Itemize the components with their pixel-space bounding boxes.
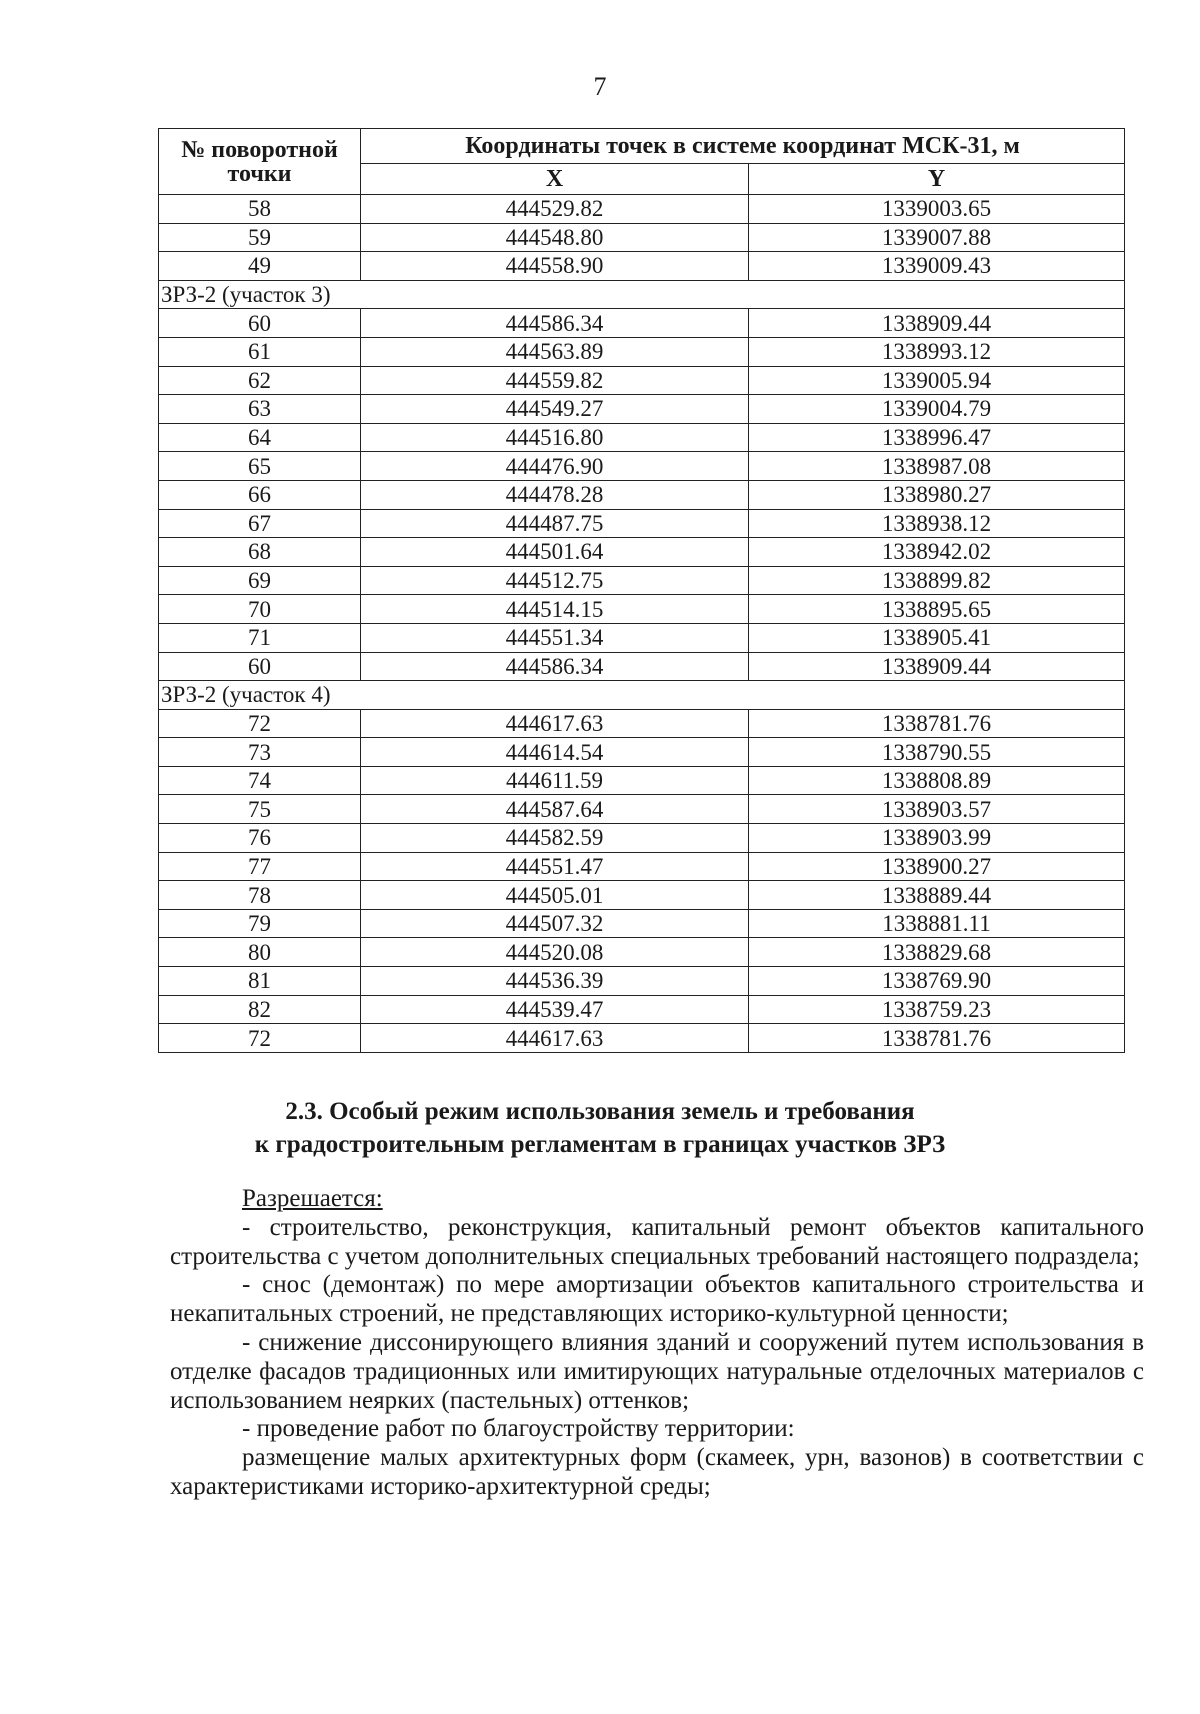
cell-y: 1338942.02 xyxy=(749,538,1125,567)
cell-point: 82 xyxy=(159,995,361,1024)
cell-y: 1338938.12 xyxy=(749,509,1125,538)
cell-x: 444611.59 xyxy=(361,766,749,795)
table-row xyxy=(159,538,1125,567)
cell-y: 1338993.12 xyxy=(749,337,1125,366)
cell-x: 444512.75 xyxy=(361,566,749,595)
cell-x: 444507.32 xyxy=(361,909,749,938)
cell-point: 66 xyxy=(159,480,361,509)
allowed-item: - снос (демонтаж) по мере амортизации объектов капитального строительства и некапитальных строений, не представляющих историко-культурной ценности; xyxy=(170,1271,1144,1328)
table-row xyxy=(159,938,1125,967)
table-row xyxy=(159,223,1125,252)
cell-y: 1338781.76 xyxy=(749,1024,1125,1053)
table-row xyxy=(159,480,1125,509)
section-label: ЗРЗ-2 (участок 4) xyxy=(159,681,1125,710)
cell-y: 1338903.57 xyxy=(749,795,1125,824)
cell-point: 72 xyxy=(159,709,361,738)
cell-x: 444539.47 xyxy=(361,995,749,1024)
cell-y: 1339005.94 xyxy=(749,366,1125,395)
cell-point: 62 xyxy=(159,366,361,395)
cell-x: 444614.54 xyxy=(361,738,749,767)
cell-y: 1338980.27 xyxy=(749,480,1125,509)
cell-point: 78 xyxy=(159,881,361,910)
cell-y: 1339004.79 xyxy=(749,395,1125,424)
cell-y: 1339009.43 xyxy=(749,252,1125,281)
cell-x: 444549.27 xyxy=(361,395,749,424)
table-row xyxy=(159,909,1125,938)
table-row xyxy=(159,423,1125,452)
cell-point: 77 xyxy=(159,852,361,881)
cell-point: 65 xyxy=(159,452,361,481)
table-row xyxy=(159,852,1125,881)
section-row xyxy=(159,280,1125,309)
allowed-item: размещение малых архитектурных форм (скамеек, урн, вазонов) в соответствии с характеристиками историко-архитектурной среды; xyxy=(170,1444,1144,1500)
cell-y: 1338808.89 xyxy=(749,766,1125,795)
cell-x: 444587.64 xyxy=(361,795,749,824)
cell-point: 80 xyxy=(159,938,361,967)
table-row xyxy=(159,195,1125,224)
section-heading-line-2: к градостроительным регламентам в границах участков ЗРЗ xyxy=(254,1131,946,1158)
cell-y: 1339003.65 xyxy=(749,195,1125,224)
cell-x: 444586.34 xyxy=(361,652,749,681)
coordinates-table xyxy=(158,128,1125,1053)
table-row xyxy=(159,252,1125,281)
cell-x: 444586.34 xyxy=(361,309,749,338)
table-row xyxy=(159,309,1125,338)
table-row xyxy=(159,881,1125,910)
table-row xyxy=(159,1024,1125,1053)
cell-y: 1338987.08 xyxy=(749,452,1125,481)
table-row xyxy=(159,366,1125,395)
table-row xyxy=(159,652,1125,681)
cell-x: 444617.63 xyxy=(361,1024,749,1053)
table-row xyxy=(159,995,1125,1024)
header-y: Y xyxy=(749,164,1125,195)
cell-x: 444505.01 xyxy=(361,881,749,910)
allowed-lead: Разрешается: xyxy=(242,1185,383,1212)
cell-x: 444514.15 xyxy=(361,595,749,624)
cell-point: 73 xyxy=(159,738,361,767)
cell-y: 1338889.44 xyxy=(749,881,1125,910)
cell-point: 79 xyxy=(159,909,361,938)
table-row xyxy=(159,509,1125,538)
header-point-number: № поворотной точки xyxy=(159,129,361,195)
cell-y: 1338769.90 xyxy=(749,967,1125,996)
header-x: X xyxy=(361,164,749,195)
allowed-item: - проведение работ по благоустройству территории: xyxy=(242,1415,795,1443)
cell-point: 61 xyxy=(159,337,361,366)
cell-y: 1338829.68 xyxy=(749,938,1125,967)
cell-point: 74 xyxy=(159,766,361,795)
cell-y: 1339007.88 xyxy=(749,223,1125,252)
table-row xyxy=(159,337,1125,366)
cell-y: 1338903.99 xyxy=(749,824,1125,853)
cell-y: 1338759.23 xyxy=(749,995,1125,1024)
cell-y: 1338909.44 xyxy=(749,309,1125,338)
cell-x: 444520.08 xyxy=(361,938,749,967)
cell-point: 60 xyxy=(159,652,361,681)
section-heading-line-1: 2.3. Особый режим использования земель и требования xyxy=(285,1098,915,1125)
cell-y: 1338996.47 xyxy=(749,423,1125,452)
table-row xyxy=(159,566,1125,595)
table-row xyxy=(159,766,1125,795)
cell-point: 68 xyxy=(159,538,361,567)
cell-y: 1338909.44 xyxy=(749,652,1125,681)
cell-x: 444551.34 xyxy=(361,623,749,652)
cell-point: 72 xyxy=(159,1024,361,1053)
section-body xyxy=(170,1185,1144,1502)
cell-y: 1338790.55 xyxy=(749,738,1125,767)
cell-x: 444558.90 xyxy=(361,252,749,281)
cell-x: 444501.64 xyxy=(361,538,749,567)
table-row xyxy=(159,709,1125,738)
cell-point: 63 xyxy=(159,395,361,424)
cell-x: 444487.75 xyxy=(361,509,749,538)
cell-y: 1338899.82 xyxy=(749,566,1125,595)
cell-x: 444563.89 xyxy=(361,337,749,366)
table-row xyxy=(159,452,1125,481)
cell-x: 444559.82 xyxy=(361,366,749,395)
table-row xyxy=(159,967,1125,996)
cell-point: 67 xyxy=(159,509,361,538)
coordinates-table-body xyxy=(159,195,1125,1053)
cell-point: 60 xyxy=(159,309,361,338)
allowed-item: - снижение диссонирующего влияния зданий и сооружений путем использования в отделке фасадов традиционных или имитирующих натуральные отделочных материалов с использованием неярких (пастельных) оттенков; xyxy=(170,1328,1144,1414)
table-row xyxy=(159,738,1125,767)
cell-x: 444617.63 xyxy=(361,709,749,738)
cell-y: 1338881.11 xyxy=(749,909,1125,938)
cell-y: 1338895.65 xyxy=(749,595,1125,624)
header-coordinates: Координаты точек в системе координат МСК-31, м xyxy=(361,129,1125,164)
cell-point: 59 xyxy=(159,223,361,252)
cell-x: 444551.47 xyxy=(361,852,749,881)
section-label: ЗРЗ-2 (участок 3) xyxy=(159,280,1125,309)
cell-point: 71 xyxy=(159,623,361,652)
cell-point: 81 xyxy=(159,967,361,996)
cell-point: 58 xyxy=(159,195,361,224)
table-row xyxy=(159,595,1125,624)
allowed-item: - строительство, реконструкция, капитальный ремонт объектов капитального строительства с учетом дополнительных специальных требований настоящего подраздела; xyxy=(170,1213,1144,1270)
cell-y: 1338900.27 xyxy=(749,852,1125,881)
table-row xyxy=(159,623,1125,652)
cell-y: 1338905.41 xyxy=(749,623,1125,652)
section-heading xyxy=(0,1095,1200,1161)
cell-x: 444548.80 xyxy=(361,223,749,252)
page-number: 7 xyxy=(593,72,607,101)
cell-point: 49 xyxy=(159,252,361,281)
cell-x: 444516.80 xyxy=(361,423,749,452)
cell-point: 64 xyxy=(159,423,361,452)
cell-x: 444478.28 xyxy=(361,480,749,509)
section-row xyxy=(159,681,1125,710)
table-row xyxy=(159,824,1125,853)
cell-point: 69 xyxy=(159,566,361,595)
cell-point: 70 xyxy=(159,595,361,624)
cell-x: 444536.39 xyxy=(361,967,749,996)
table-row xyxy=(159,795,1125,824)
cell-point: 75 xyxy=(159,795,361,824)
cell-x: 444476.90 xyxy=(361,452,749,481)
cell-x: 444582.59 xyxy=(361,824,749,853)
table-row xyxy=(159,395,1125,424)
cell-y: 1338781.76 xyxy=(749,709,1125,738)
cell-point: 76 xyxy=(159,824,361,853)
cell-x: 444529.82 xyxy=(361,195,749,224)
